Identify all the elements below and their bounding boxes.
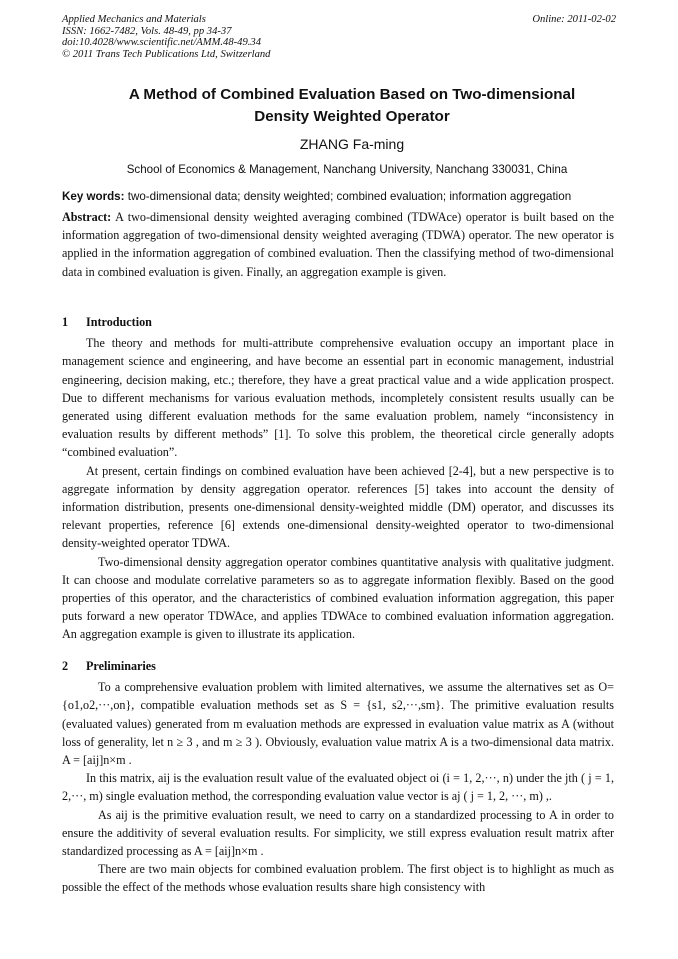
keywords: [62, 190, 622, 203]
online-date: Online: 2011-02-02: [532, 14, 616, 25]
keywords-text: two-dimensional data; density weighted; combined evaluation; information aggregation: [127, 190, 572, 203]
author-affiliation: School of Economics & Management, Nanchang University, Nanchang 330031, China: [126, 163, 568, 176]
doi-line[interactable]: doi:10.4028/www.scientific.net/AMM.48-49.34: [62, 37, 261, 48]
paragraph: There are two main objects for combined evaluation problem. The first object is to highlight as much as possible the effect of the methods whose evaluation results share high consistency with: [62, 862, 614, 895]
abstract: [62, 208, 614, 281]
author-name: ZHANG Fa-ming: [299, 136, 405, 152]
abstract-label: Abstract:: [62, 210, 112, 224]
copyright-line: © 2011 Trans Tech Publications Ltd, Switzerland: [62, 48, 271, 60]
paragraph: The theory and methods for multi-attribute comprehensive evaluation occupy an important place in management science and engineering, and have become an essential part in economic management, industrial engineering, decision making, etc.; therefore, they have a great practical value and a wide application prospect. Due to different mechanisms for various evaluation methods, incompletely consistent results usually can be generated using different evaluation methods for the same evaluation problem, namely “inconsistency in evaluation results by different methods” [1]. To solve this problem, the theoretical circle generally adopts “combined evaluation”.: [62, 336, 614, 460]
paragraph: In this matrix, aij is the evaluation result value of the evaluated object oi (i = 1, 2,···, n) under the jth ( j = 1, 2,···, m) single evaluation method, the corresponding evaluation value vector is aj ( j = 1, 2, ···, m) ,.: [62, 771, 614, 804]
keywords-label: Key words:: [62, 190, 125, 203]
paper-title: [62, 84, 642, 128]
journal-name: Applied Mechanics and Materials: [62, 14, 206, 25]
journal-header: [62, 14, 616, 60]
section-introduction: [62, 313, 614, 644]
section-number: 2: [62, 659, 69, 673]
section-title: Introduction: [86, 315, 152, 329]
section-number: 1: [62, 315, 69, 329]
abstract-text: A two-dimensional density weighted averaging combined (TDWAce) operator is built based on the information aggregation of two-dimensional density weighted averaging (TDWA) operator. The new operator is applied in the information aggregation of combined evaluation. Then the classifying method of two-dimensional data in combined evaluation is given. Finally, an aggregation example is given.: [62, 210, 614, 279]
paragraph: As aij is the primitive evaluation result, we need to carry on a standardized processing to A in order to ensure the additivity of several evaluation results. For simplicity, we still express evaluation result matrix after standardized processing as A = [aij]n×m .: [62, 807, 614, 859]
paragraph: To a comprehensive evaluation problem with limited alternatives, we assume the alternatives set as O={o1,o2,···,on}, compatible evaluation methods set as S = {s1, s2,···,sm}. The primitive evaluation results (evaluated values) generated from m evaluation methods are expressed in evaluation value matrix as A (without loss of generality, let n ≥ 3 , and m ≥ 3 ). Obviously, evaluation value matrix A is a two-dimensional data matrix. A = [aij]n×m .: [62, 680, 614, 768]
paragraph: At present, certain findings on combined evaluation have been achieved [2-4], but a new perspective is to aggregate information by density aggregation operator. references [5] takes into account the density of information distribution, presents one-dimensional density-weighted middle (DM) operator, and discusses its relevant properties, reference [6] extends one-dimensional density-weighted operator to two-dimensional density-weighted operator TDWA.: [62, 463, 614, 551]
title-line-1: A Method of Combined Evaluation Based on Two-dimensional: [128, 86, 576, 103]
issn-line: ISSN: 1662-7482, Vols. 48-49, pp 34-37: [62, 25, 232, 37]
section-preliminaries: [62, 657, 614, 897]
section-title: Preliminaries: [86, 659, 156, 673]
section-heading: [62, 313, 614, 331]
section-heading: [62, 657, 614, 675]
paragraph: Two-dimensional density aggregation operator combines quantitative analysis with qualitative judgment. It can choose and modulate correlative parameters so as to aggregate information flexibly. Based on the good properties of this operator, and the characteristics of combined evaluation information aggregation, this paper puts forward a new operator TDWAce, and applies TDWAce to combined evaluation information aggregation. An aggregation example is given to illustrate its application.: [62, 554, 614, 642]
title-line-2: Density Weighted Operator: [254, 108, 450, 125]
